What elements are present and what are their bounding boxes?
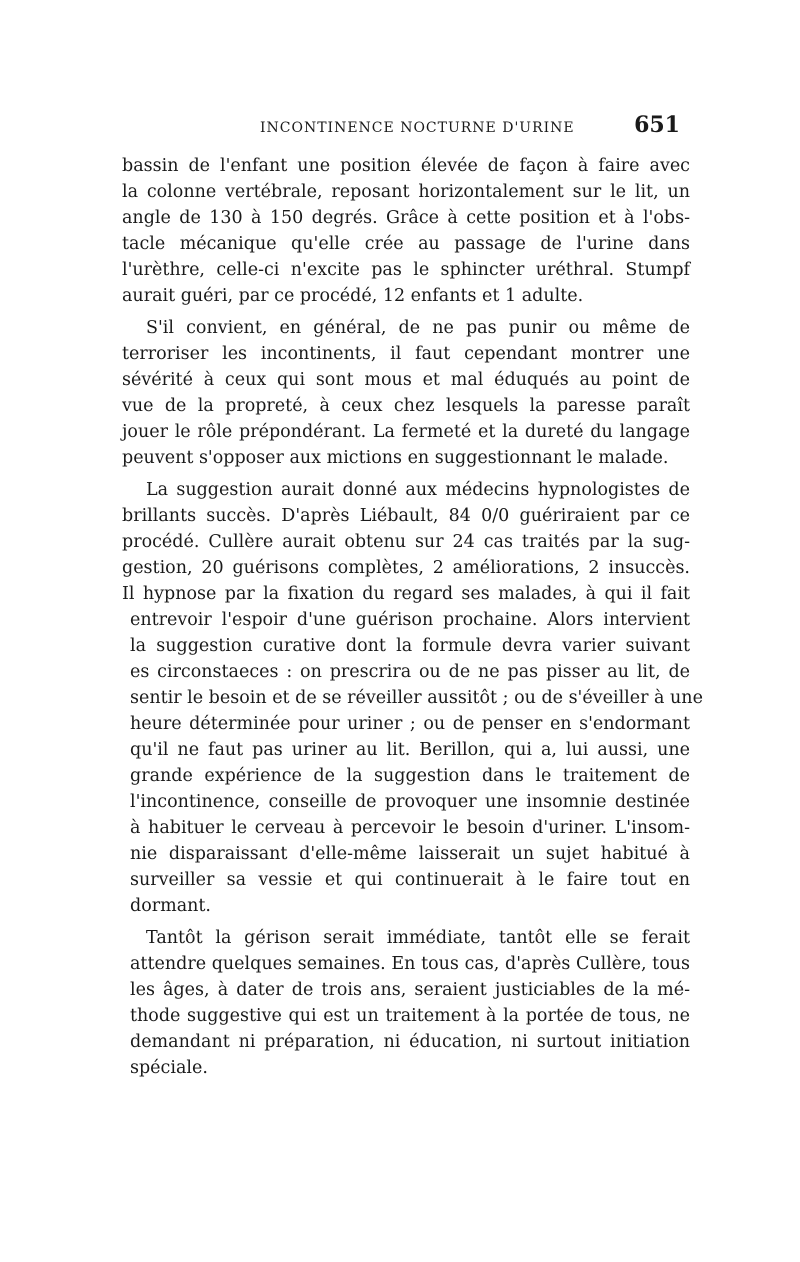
text-line: grande expérience de la suggestion dans le traitement de — [130, 766, 690, 786]
page-number: 651 — [634, 112, 680, 138]
text-line: à habituer le cerveau à percevoir le besoin d'uriner. L'insom- — [130, 818, 690, 838]
text-line: sévérité à ceux qui sont mous et mal éduqués au point de — [122, 370, 690, 390]
paragraph — [122, 925, 690, 1081]
paragraph — [122, 315, 690, 471]
text-line: peuvent s'opposer aux mictions en suggestionnant le malade. — [122, 448, 669, 468]
text-line: la colonne vertébrale, reposant horizontalement sur le lit, un — [122, 182, 690, 202]
running-header — [120, 112, 688, 144]
text-line: attendre quelques semaines. En tous cas, d'après Cullère, tous — [130, 954, 690, 974]
text-line: vue de la propreté, à ceux chez lesquels la paresse paraît — [122, 396, 690, 416]
text-line: les âges, à dater de trois ans, seraient justiciables de la mé- — [130, 980, 690, 1000]
text-line: l'urèthre, celle-ci n'excite pas le sphincter uréthral. Stumpf — [122, 260, 690, 280]
text-line: S'il convient, en général, de ne pas punir ou même de — [146, 318, 690, 338]
text-line: procédé. Cullère aurait obtenu sur 24 cas traités par la sug- — [122, 532, 690, 552]
text-line: La suggestion aurait donné aux médecins hypnologistes de — [146, 480, 690, 500]
text-line: la suggestion curative dont la formule devra varier suivant — [130, 636, 690, 656]
text-line: demandant ni préparation, ni éducation, ni surtout initiation — [130, 1032, 690, 1052]
text-line: terroriser les incontinents, il faut cependant montrer une — [122, 344, 690, 364]
text-line: l'incontinence, conseille de provoquer une insomnie destinée — [130, 792, 690, 812]
text-line: tacle mécanique qu'elle crée au passage de l'urine dans — [122, 234, 690, 254]
text-line: entrevoir l'espoir d'une guérison prochaine. Alors intervient — [130, 610, 690, 630]
text-line: sentir le besoin et de se réveiller aussitôt ; ou de s'éveiller à une — [130, 688, 703, 708]
text-line: es circonstaeces : on prescrira ou de ne pas pisser au lit, de — [130, 662, 690, 682]
text-line: heure déterminée pour uriner ; ou de penser en s'endormant — [130, 714, 690, 734]
text-line: Tantôt la gérison serait immédiate, tantôt elle se ferait — [146, 928, 690, 948]
paragraph — [122, 477, 703, 919]
text-line: aurait guéri, par ce procédé, 12 enfants et 1 adulte. — [122, 286, 584, 306]
text-line: surveiller sa vessie et qui continuerait à le faire tout en — [130, 870, 690, 890]
text-line: Il hypnose par la fixation du regard ses malades, à qui il fait — [122, 584, 690, 604]
text-line: gestion, 20 guérisons complètes, 2 améliorations, 2 insuccès. — [122, 558, 690, 578]
text-line: bassin de l'enfant une position élevée de façon à faire avec — [122, 156, 690, 176]
text-line: angle de 130 à 150 degrés. Grâce à cette position et à l'obs- — [122, 208, 690, 228]
text-line: nie disparaissant d'elle-même laisserait un sujet habitué à — [130, 844, 690, 864]
text-line: dormant. — [130, 896, 211, 916]
text-line: brillants succès. D'après Liébault, 84 0/0 guériraient par ce — [122, 506, 690, 526]
body-text — [122, 153, 703, 1081]
paragraph — [122, 153, 690, 309]
text-line: jouer le rôle prépondérant. La fermeté et la dureté du langage — [122, 422, 690, 442]
text-line: thode suggestive qui est un traitement à la portée de tous, ne — [130, 1006, 690, 1026]
running-title: INCONTINENCE NOCTURNE D'URINE — [260, 120, 575, 136]
text-line: qu'il ne faut pas uriner au lit. Berillon, qui a, lui aussi, une — [130, 740, 690, 760]
text-line: spéciale. — [130, 1058, 208, 1078]
